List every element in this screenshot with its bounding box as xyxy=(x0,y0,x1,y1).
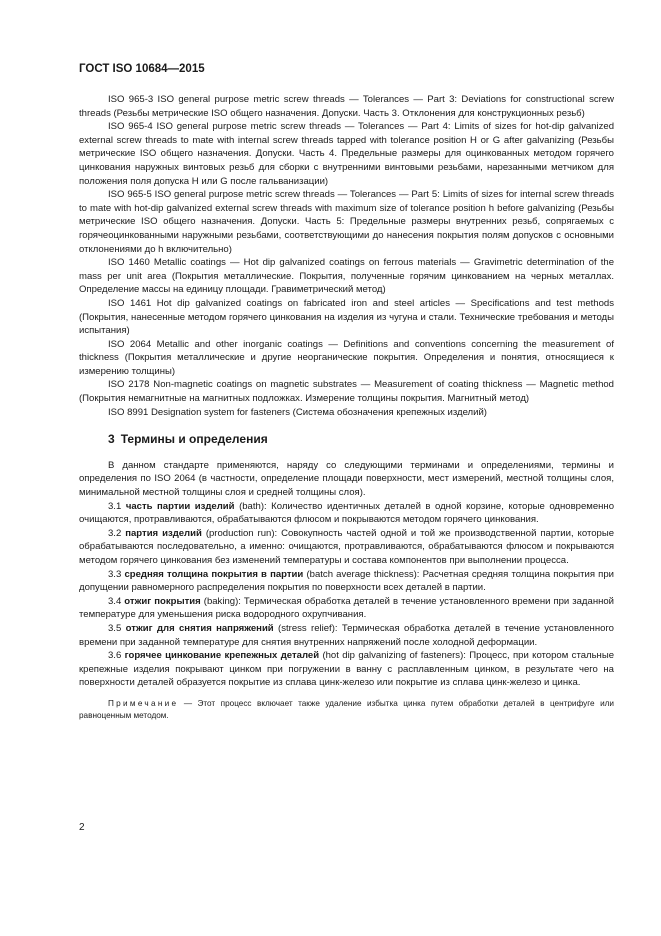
term-definition: (production run): Совокупность частей одной и той же производственной партии, которые обрабатываются последовательно, а именно: очищаются, протравливаются, обрабатываются флюсом и покрываются методом горячего цинкования без изменений температуры и состава компонентов при выполнении процесса. xyxy=(79,527,614,566)
note-text: — Этот процесс включает также удаление избытка цинка путем обработки деталей в центрифуге или равноценным методом. xyxy=(79,698,614,720)
section-intro: В данном стандарте применяются, наряду со следующими терминами и определениями, термины и определения по ISO 2064 (в частности, определение площади поверхности, мест измерений, местной толщины слоя, минимальной местной толщины слоя и средней толщины слоя). xyxy=(79,459,614,499)
reference-item: ISO 1461 Hot dip galvanized coatings on fabricated iron and steel articles — Specifications and test methods (Покрытия, нанесенные методом горячего цинкования на изделия из чугуна и стали. Технические требования и методы испытания) xyxy=(79,297,614,337)
page-number: 2 xyxy=(79,822,85,833)
term-name: партия изделий xyxy=(125,527,202,539)
term-item xyxy=(79,649,614,690)
section-number: 3 xyxy=(108,432,115,447)
term-name: часть партии изделий xyxy=(125,500,235,512)
term-definition: (hot dip galvanizing of fasteners): Процесс, при котором стальные крепежные изделия покрывают цинком при погружении в ванну с расплавленным цинком, в результате чего на поверхности деталей образуется покрытие из сплава цинк-железо или покрытие из сплава цинк-железо и цинка. xyxy=(79,650,615,689)
term-definition: (baking): Термическая обработка деталей в течение установленного времени при заданной температуре для уменьшения риска водородного охрупчивания. xyxy=(79,595,615,621)
references-list xyxy=(79,93,614,419)
term-name: средняя толщина покрытия в партии xyxy=(124,568,304,580)
term-number: 3.2 xyxy=(108,527,122,539)
reference-item: ISO 965-5 ISO general purpose metric screw threads — Tolerances — Part 5: Limits of sizes for internal screw threads to mate with hot-dip galvanized external screw threads with maximum size of tolerance position h before galvanizing (Резьбы метрические ISO общего назначения. Допуски. Часть 5: Предельные размеры внутренних резьб, сопрягаемых с горячеоцинкованными наружными резьбами, соответствующими до нанесения покрытия полям допусков с основными отклонениями до h включительно) xyxy=(79,189,614,255)
term-number: 3.6 xyxy=(108,650,122,662)
reference-item: ISO 2178 Non-magnetic coatings on magnetic substrates — Measurement of coating thickness — Magnetic method (Покрытия немагнитные на магнитных подложках. Измерение толщины покрытия. Магнитный метод) xyxy=(79,379,614,405)
reference-item: ISO 2064 Metallic and other inorganic coatings — Definitions and conventions concerning the measurement of thickness (Покрытия металлические и другие неорганические покрытия. Определения и понятия, относящиеся к измерению толщины) xyxy=(79,338,614,377)
term-number: 3.5 xyxy=(108,622,122,634)
reference-item: ISO 965-3 ISO general purpose metric screw threads — Tolerances — Part 3: Deviations for constructional screw threads (Резьбы метрические ISO общего назначения. Допуски. Часть 3. Отклонения для конструкционных резьб) xyxy=(79,94,614,119)
term-name: отжиг для снятия напряжений xyxy=(125,622,274,634)
reference-item: ISO 1460 Metallic coatings — Hot dip galvanized coatings on ferrous materials — Gravimetric determination of the mass per unit area (Покрытия металлические. Покрытия, полученные горячим цинкованием на черных металлах. Определение массы на единицу площади. Гравиметрический метод) xyxy=(79,257,614,296)
note-label: Примечание xyxy=(108,698,179,708)
term-name: горячее цинкование крепежных деталей xyxy=(124,650,320,662)
term-definition: (batch average thickness): Расчетная средняя толщина покрытия при допущении равномерного распределения покрытия по поверхности всех деталей в партии. xyxy=(79,568,614,594)
term-note xyxy=(79,698,614,722)
document-body xyxy=(79,93,614,730)
section-heading xyxy=(79,433,614,447)
term-definition: (stress relief): Термическая обработка деталей в течение установленного времени при заданной температуре для снятия внутренних напряжений после холодной деформации. xyxy=(79,622,614,648)
term-number: 3.3 xyxy=(108,568,122,580)
term-definition: (bath): Количество идентичных деталей в одной корзине, которые одновременно очищаются, протравливаются, обрабатываются флюсом и покрываются методом горячего цинкования. xyxy=(79,500,614,526)
term-name: отжиг покрытия xyxy=(124,595,201,607)
terms-list xyxy=(79,500,614,690)
reference-item: ISO 8991 Designation system for fasteners (Система обозначения крепежных изделий) xyxy=(108,406,487,418)
term-item xyxy=(79,500,614,527)
reference-item: ISO 965-4 ISO general purpose metric screw threads — Tolerances — Part 4: Limits of sizes for hot-dip galvanized external screw threads to mate with internal screw threads tapped with tolerance position H or G after galvanizing (Резьбы метрические ISO общего назначения. Допуски. Часть 4. Предельные размеры для оцинкованных методом горячего цинкования наружных винтовых резьб для сборки с внутренними винтовыми резьбами, нарезанными метчиком для положения поля допуска Н или G после гальванизации) xyxy=(79,121,614,187)
term-item xyxy=(79,568,614,595)
term-item xyxy=(79,622,614,649)
document-header: ГОСТ ISO 10684—2015 xyxy=(79,63,205,75)
term-number: 3.1 xyxy=(108,500,122,512)
term-number: 3.4 xyxy=(108,595,122,607)
term-item xyxy=(79,595,614,622)
term-item xyxy=(79,527,614,568)
section-title: Термины и определения xyxy=(120,432,268,447)
